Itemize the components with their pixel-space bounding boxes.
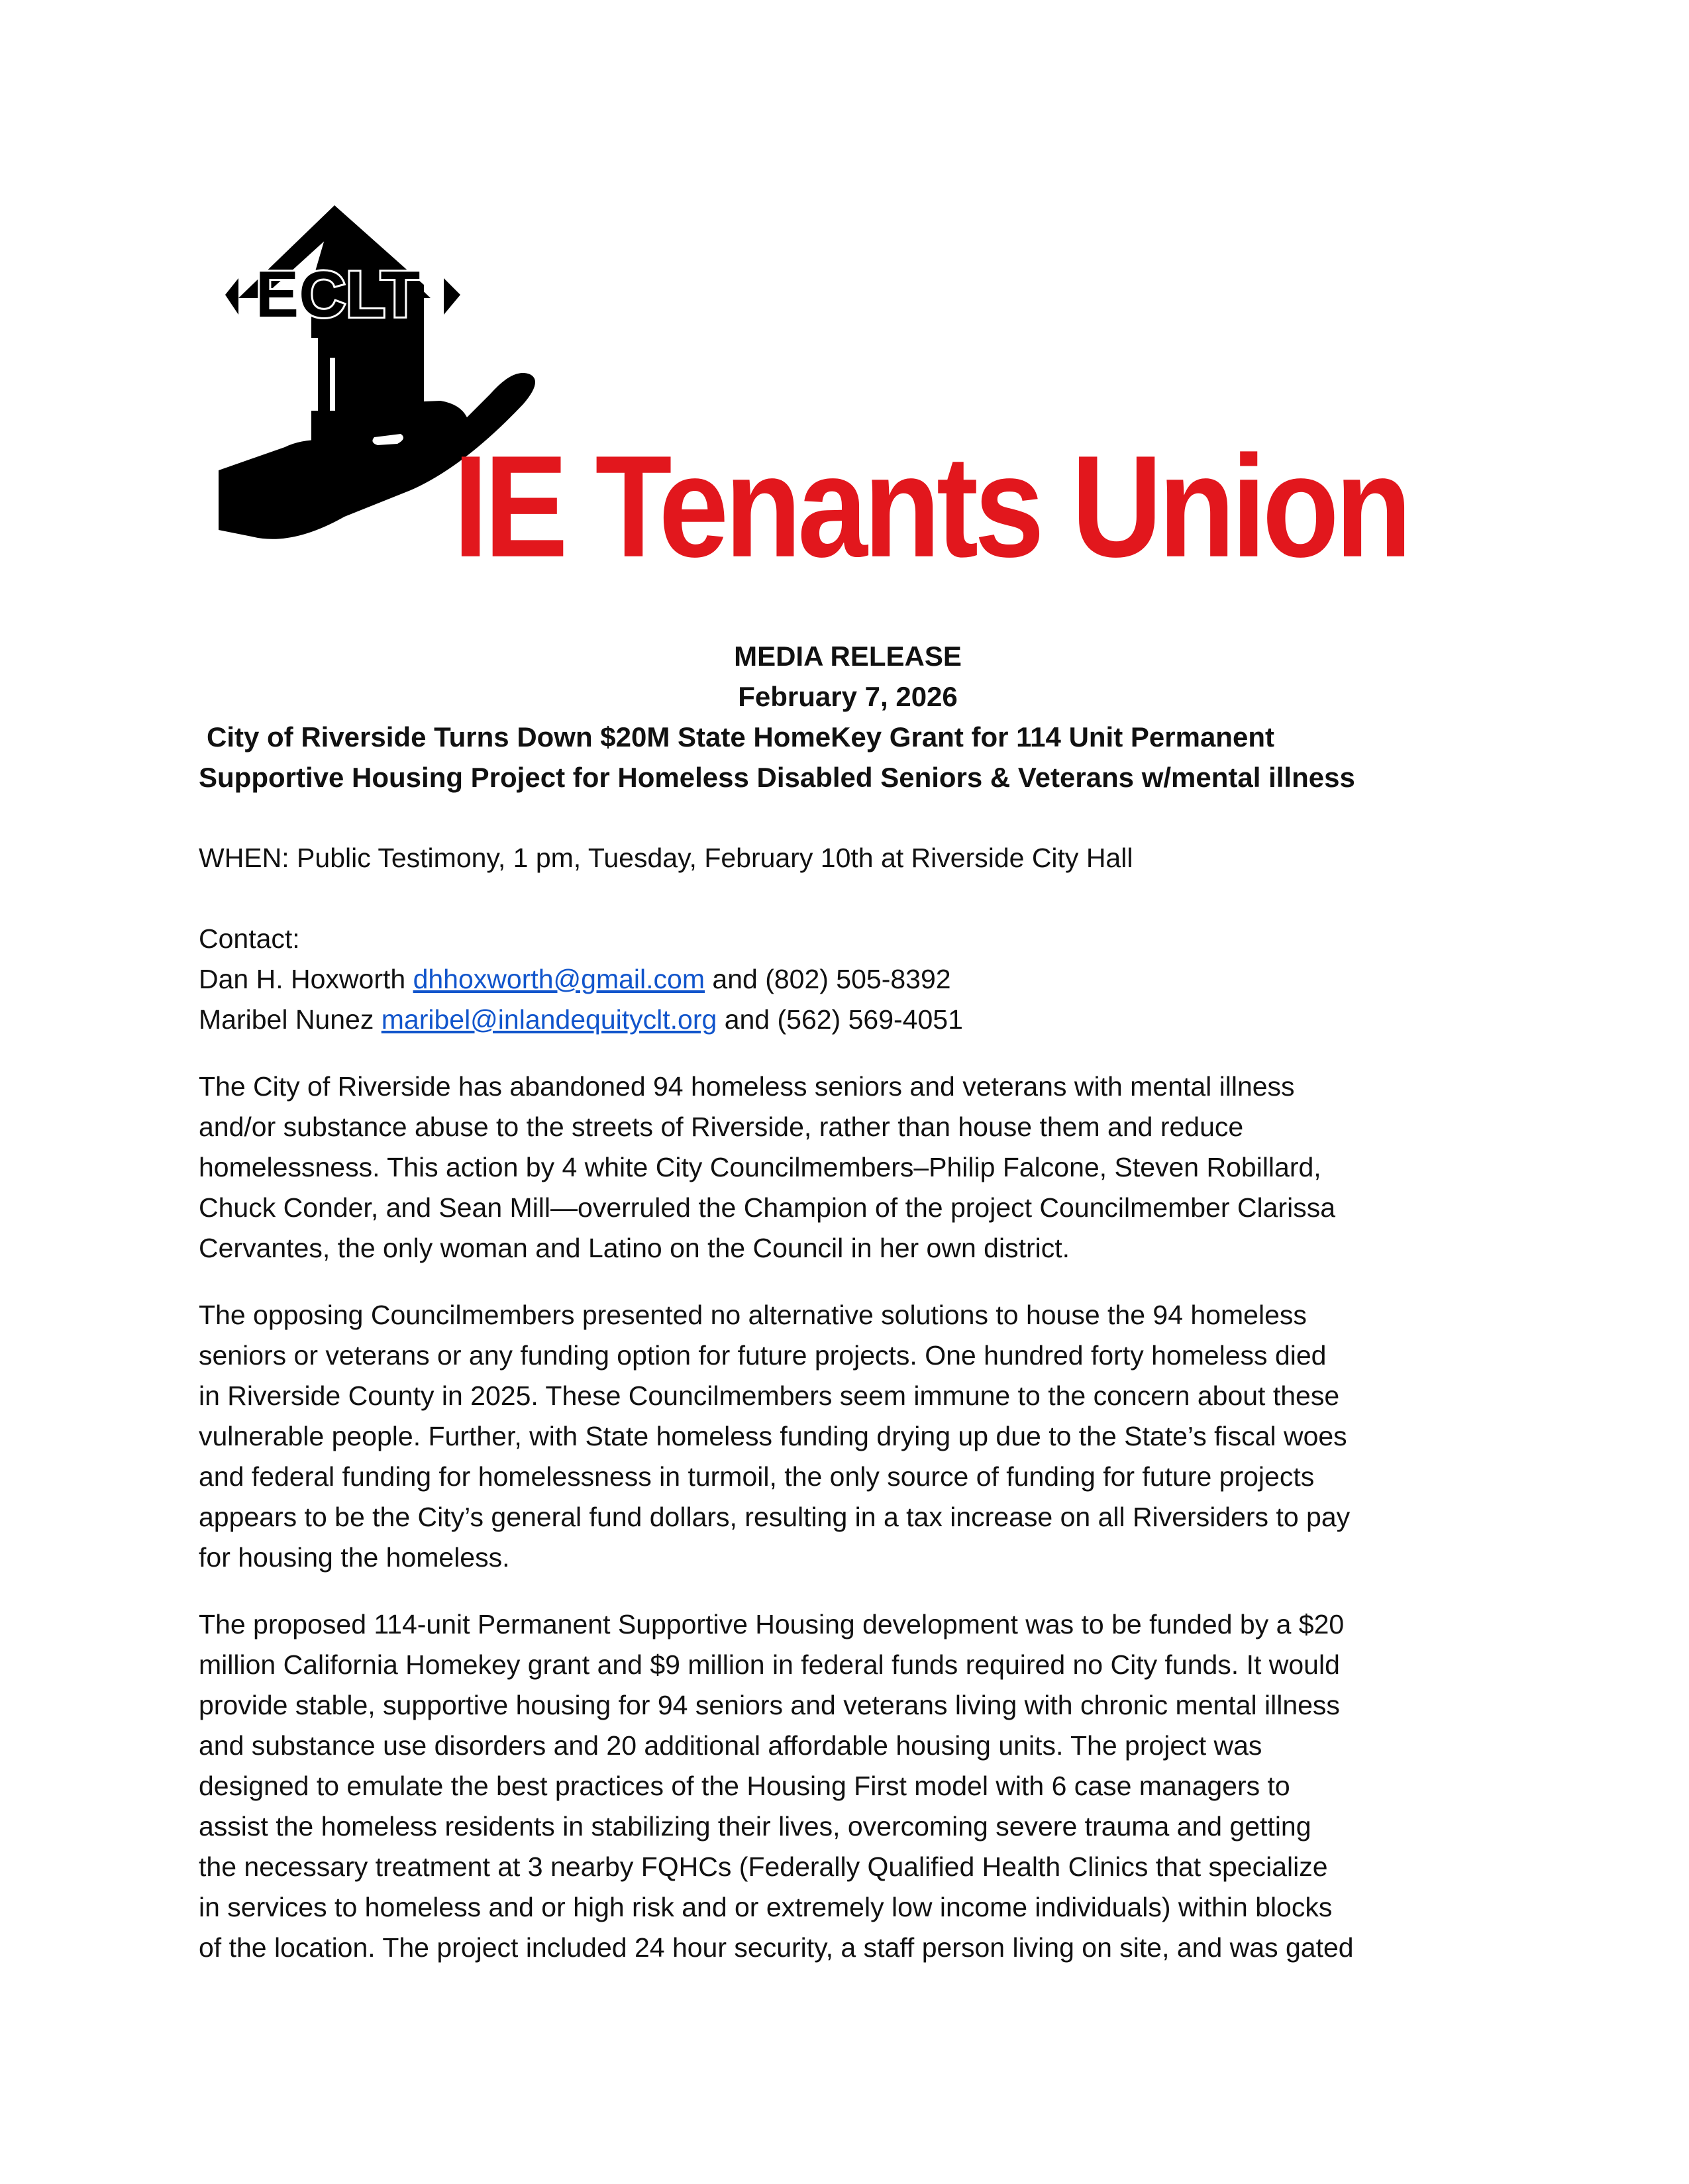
paragraph-line: the necessary treatment at 3 nearby FQHCs (Federally Qualified Health Clinics that specialize [199, 1851, 1328, 1882]
ie-tenants-union-logo [453, 424, 1408, 590]
paragraph-line: assist the homeless residents in stabilizing their lives, overcoming severe trauma and getting [199, 1811, 1311, 1842]
paragraph-line: The proposed 114-unit Permanent Supportive Housing development was to be funded by a $20 [199, 1609, 1345, 1639]
paragraph-line: in services to homeless and or high risk and or extremely low income individuals) within blocks [199, 1892, 1333, 1922]
ie-tenants-union-logo-text: IE Tenants Union [453, 426, 1408, 588]
paragraph-line: for housing the homeless. [199, 1542, 510, 1573]
paragraph-line: and/or substance abuse to the streets of Riverside, rather than house them and reduce [199, 1112, 1244, 1142]
paragraph-line: The City of Riverside has abandoned 94 homeless seniors and veterans with mental illness [199, 1071, 1295, 1102]
paragraph-line: homelessness. This action by 4 white City Councilmembers–Philip Falcone, Steven Robillard, [199, 1152, 1321, 1182]
contact-name: Maribel Nunez [199, 1004, 374, 1035]
paragraph-line: million California Homekey grant and $9 million in federal funds required no City funds. It would [199, 1649, 1340, 1680]
headline-line-1: City of Riverside Turns Down $20M State HomeKey Grant for 114 Unit Permanent [207, 721, 1274, 753]
paragraph-line: Cervantes, the only woman and Latino on the Council in her own district. [199, 1233, 1070, 1263]
release-body [199, 636, 1497, 1968]
paragraph-line: provide stable, supportive housing for 94 seniors and veterans living with chronic mental illness [199, 1690, 1340, 1720]
paragraph-line: designed to emulate the best practices of the Housing First model with 6 case managers to [199, 1771, 1290, 1801]
headline-line-2: Supportive Housing Project for Homeless Disabled Seniors & Veterans w/mental illness [199, 762, 1355, 793]
release-label: MEDIA RELEASE [734, 641, 962, 672]
contact-row [199, 1000, 1497, 1040]
paragraph-line: of the location. The project included 24 hour security, a staff person living on site, and was gated [199, 1932, 1354, 1963]
paragraph-line: and federal funding for homelessness in turmoil, the only source of funding for future projects [199, 1461, 1315, 1492]
paragraph-line: in Riverside County in 2025. These Councilmembers seem immune to the concern about these [199, 1380, 1340, 1411]
paragraph-line: vulnerable people. Further, with State homeless funding drying up due to the State’s fiscal woes [199, 1421, 1347, 1451]
paragraph-line: The opposing Councilmembers presented no alternative solutions to house the 94 homeless [199, 1300, 1307, 1330]
contact-email-link[interactable]: maribel@inlandequityclt.org [381, 1004, 717, 1035]
svg-text:ECLT: ECLT [255, 258, 421, 331]
paragraph-line: appears to be the City’s general fund dollars, resulting in a tax increase on all Riversiders to pay [199, 1502, 1351, 1532]
contact-phone: and (802) 505-8392 [712, 964, 951, 994]
paragraph-line: Chuck Conder, and Sean Mill—overruled the Champion of the project Councilmember Clarissa [199, 1192, 1335, 1223]
paragraph-line: seniors or veterans or any funding option for future projects. One hundred forty homeless died [199, 1340, 1327, 1371]
contact-block [199, 919, 1497, 1040]
paragraph [199, 1295, 1497, 1578]
contact-email-link[interactable]: dhhoxworth@gmail.com [413, 964, 705, 994]
contact-phone: and (562) 569-4051 [724, 1004, 963, 1035]
paragraph-line: and substance use disorders and 20 additional affordable housing units. The project was [199, 1730, 1262, 1761]
event-when: WHEN: Public Testimony, 1 pm, Tuesday, February 10th at Riverside City Hall [199, 843, 1133, 873]
contact-name: Dan H. Hoxworth [199, 964, 406, 994]
contact-label: Contact: [199, 923, 300, 954]
paragraph [199, 1604, 1497, 1968]
contact-row [199, 959, 1497, 1000]
paragraph [199, 1066, 1497, 1269]
release-date: February 7, 2026 [738, 681, 958, 712]
